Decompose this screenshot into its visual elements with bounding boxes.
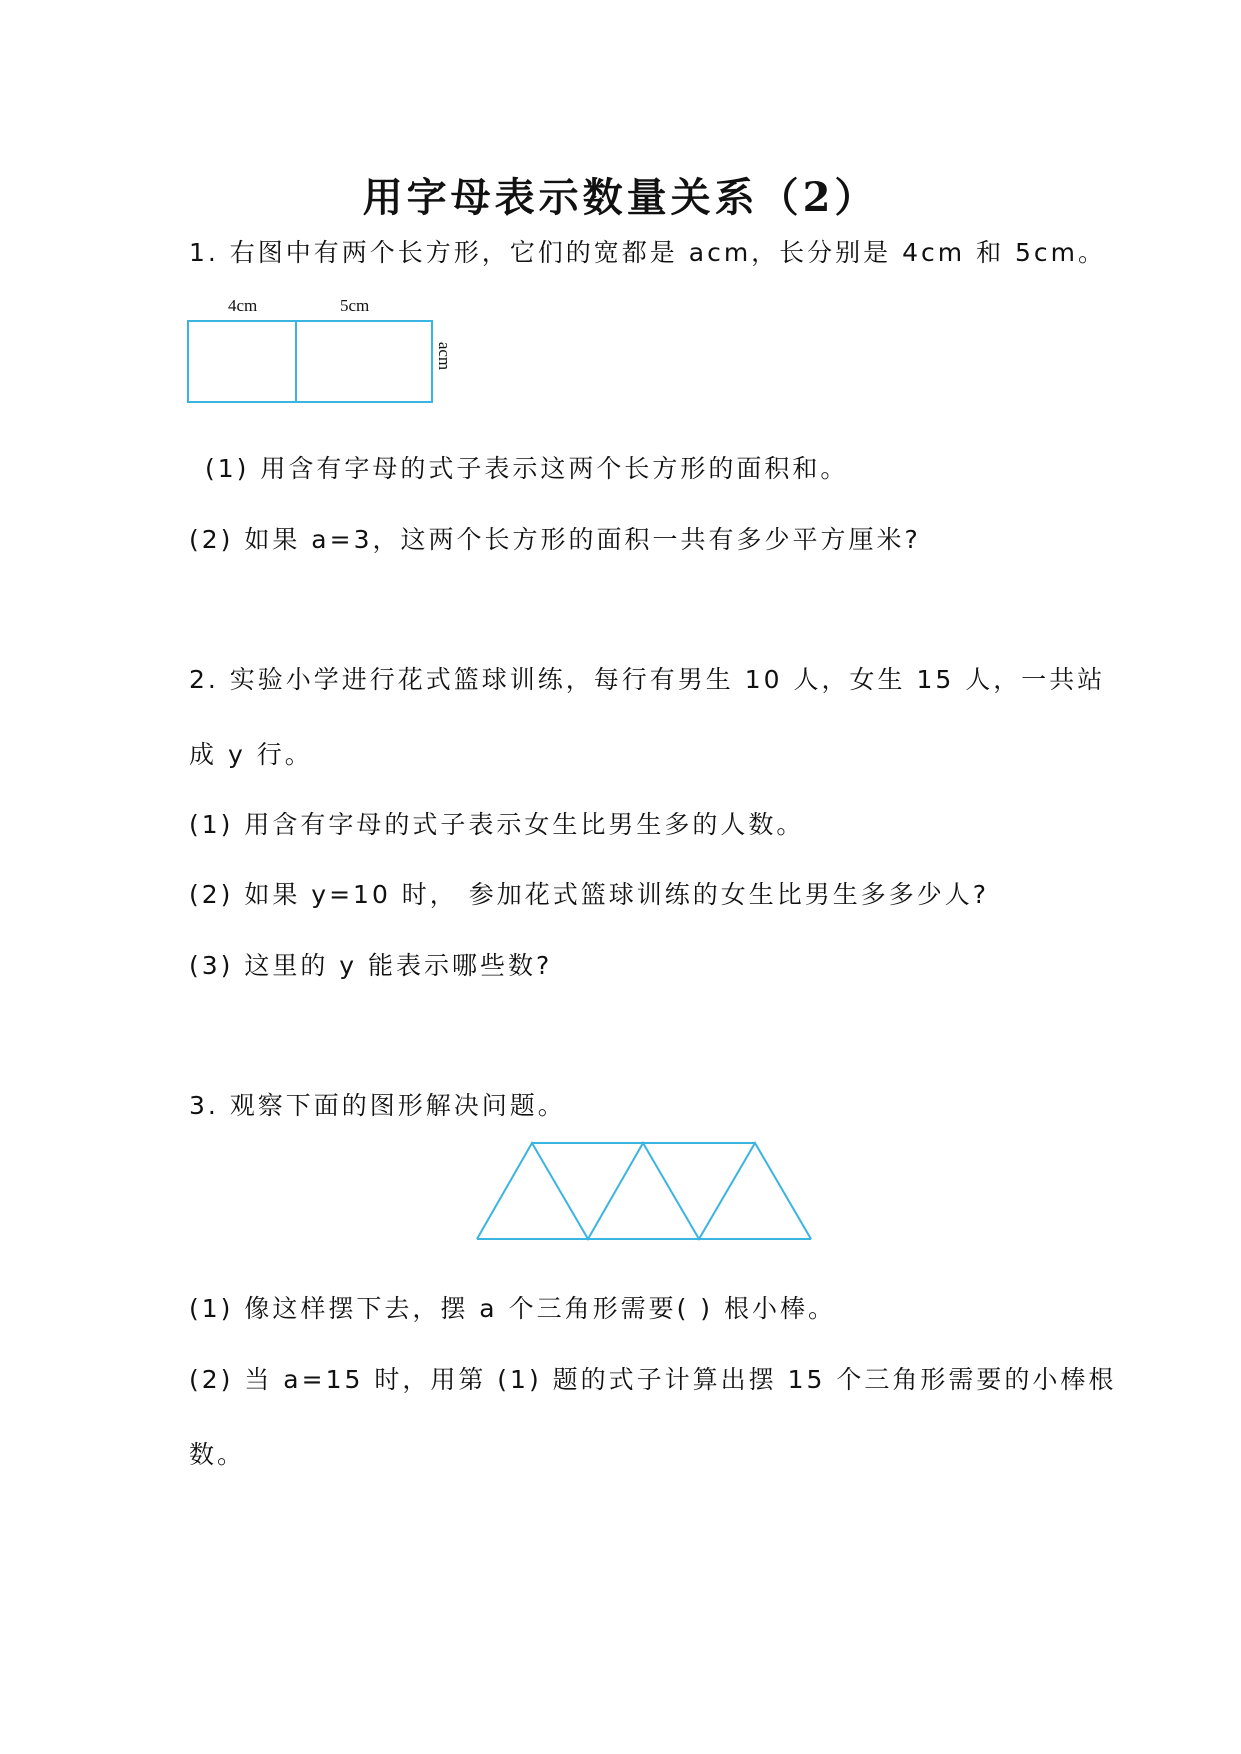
- question-2-sub-3: (3) 这里的 y 能表示哪些数?: [189, 951, 553, 980]
- question-3-sub-1: (1) 像这样摆下去，摆 a 个三角形需要( ) 根小棒。: [189, 1294, 836, 1323]
- page-title: 用字母表示数量关系（2）: [362, 174, 879, 221]
- question-2-sub-2: (2) 如果 y=10 时， 参加花式篮球训练的女生比男生多多少人?: [189, 880, 990, 909]
- label-acm: acm: [435, 341, 455, 371]
- question-3-sub-2-line-2: 数。: [189, 1440, 246, 1469]
- question-3-sub-2-line-1: (2) 当 a=15 时，用第 (1) 题的式子计算出摆 15 个三角形需要的小棒根: [189, 1365, 1117, 1394]
- rectangle-outline: [188, 321, 432, 402]
- rectangles-figure: [180, 290, 460, 410]
- label-5cm: 5cm: [340, 296, 370, 315]
- question-1-sub-1: (1) 用含有字母的式子表示这两个长方形的面积和。: [205, 454, 849, 483]
- question-1-sub-2: (2) 如果 a=3，这两个长方形的面积一共有多少平方厘米?: [189, 525, 921, 554]
- question-2-text-line-2: 成 y 行。: [189, 740, 313, 769]
- question-2-sub-1: (1) 用含有字母的式子表示女生比男生多的人数。: [189, 810, 805, 839]
- triangles-zigzag: [477, 1143, 811, 1239]
- question-3-text: 3. 观察下面的图形解决问题。: [189, 1091, 566, 1120]
- triangles-figure: [470, 1135, 820, 1247]
- question-2-text-line-1: 2. 实验小学进行花式篮球训练，每行有男生 10 人，女生 15 人，一共站: [189, 665, 1106, 694]
- question-1-text: 1. 右图中有两个长方形，它们的宽都是 acm，长分别是 4cm 和 5cm。: [189, 238, 1107, 267]
- label-4cm: 4cm: [228, 296, 258, 315]
